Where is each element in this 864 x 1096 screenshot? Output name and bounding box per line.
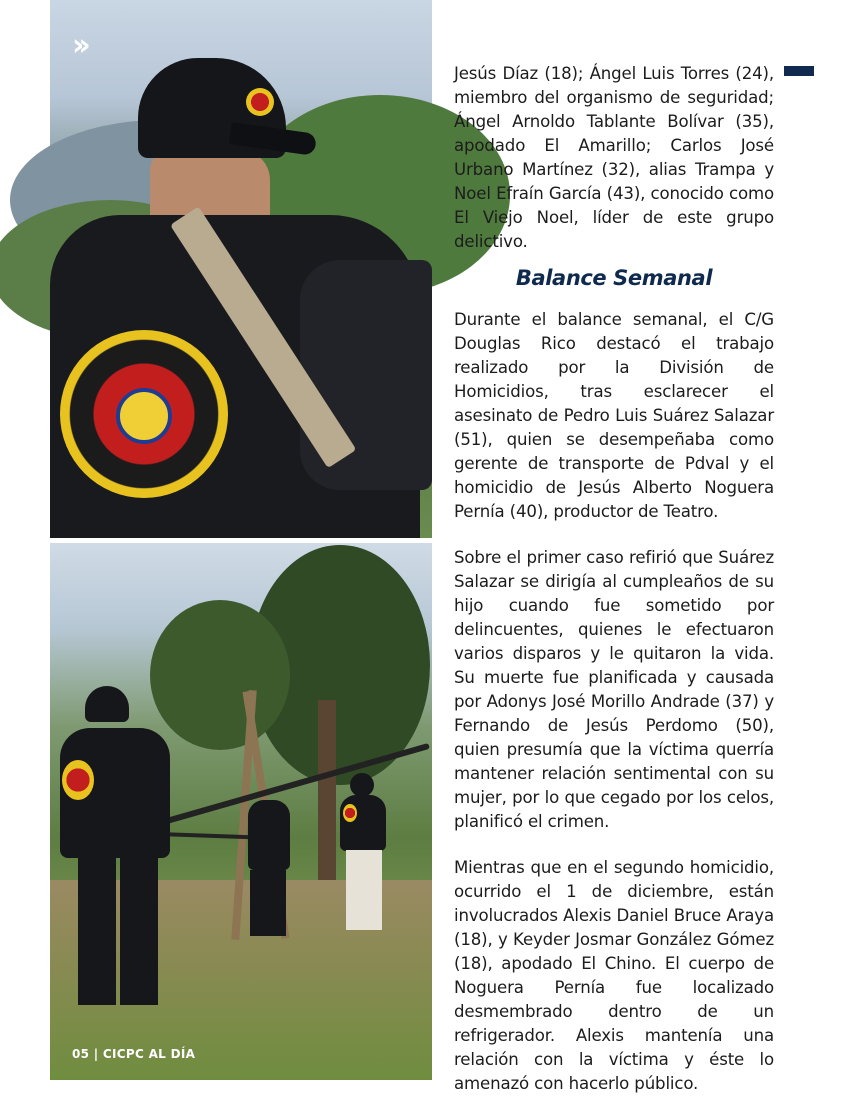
officer-leg [120, 855, 158, 1005]
article-text-column [454, 62, 774, 1096]
tree-trunk [318, 700, 336, 900]
officer-cap [350, 773, 374, 797]
section-heading: Balance Semanal [515, 266, 713, 290]
paragraph-second-case: Mientras que en el segundo homicidio, ocurrido el 1 de diciembre, están involucrados Alexis Daniel Bruce Araya (18), y Keyder Josmar González Gómez (18), apodado El Chino. El cuerpo de Noguera Pernía fue localizado desmembrado dentro de un refrigerador. Alexis mantenía una relación con la víctima y éste lo amenazó con hacerlo público. [454, 858, 774, 1093]
officer-leg [78, 855, 116, 1005]
officer-cap [85, 686, 129, 722]
tree-canopy-secondary [150, 600, 290, 750]
officer-patch-icon [343, 804, 357, 822]
accent-bar [784, 66, 814, 76]
officer-patch-icon [62, 760, 94, 800]
patch-emblem-icon [116, 388, 172, 444]
paragraph-first-case: Sobre el primer caso refirió que Suárez Salazar se dirigía al cumpleaños de su hijo cuando fue sometido por delincuentes, quienes le efectuaron varios disparos y le quitaron la vida. Su muerte fue planificada y causada por Adonys José Morillo Andrade (37) y Fernando de Jesús Perdomo (50), quien presumía que la víctima querría mantener relación sentimental con su mujer, por lo que cegado por los celos, planificó el crimen. [454, 548, 774, 831]
intro-paragraph: Jesús Díaz (18); Ángel Luis Torres (24), miembro del organismo de seguridad; Ángel Arnoldo Tablante Bolívar (35), apodado El Amarillo; Carlos José Urbano Martínez (32), alias Trampa y Noel Efraín García (43), conocido como El Viejo Noel, líder de este grupo delictivo. [454, 64, 774, 251]
cap-badge-icon [246, 88, 274, 116]
double-chevron-right-icon: ›› [72, 28, 85, 63]
officer-trousers [346, 850, 382, 930]
officer-body [340, 795, 386, 851]
page-footer-label: 05 | CICPC AL DÍA [72, 1047, 196, 1061]
officer-body [248, 800, 290, 870]
paragraph-balance: Durante el balance semanal, el C/G Douglas Rico destacó el trabajo realizado por la División de Homicidios, tras esclarecer el asesinato de Pedro Luis Suárez Salazar (51), quien se desempeñaba como gerente de transporte de Pdval y el homicidio de Jesús Alberto Noguera Pernía (40), productor de Teatro. [454, 310, 774, 521]
officer-legs [250, 870, 286, 936]
